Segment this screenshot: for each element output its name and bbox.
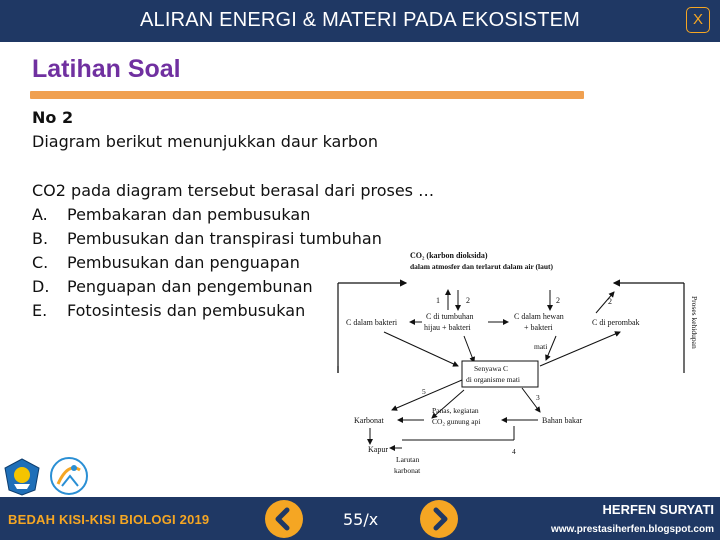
option-letter: E. — [32, 301, 48, 320]
question-number: No 2 — [32, 108, 74, 127]
label-mati: mati — [534, 342, 548, 351]
label-3: 3 — [536, 393, 540, 402]
option-c[interactable] — [32, 253, 300, 272]
node-karbonat: Karbonat — [354, 416, 384, 425]
proses-kehidupan-label: Proses kehidupan — [690, 296, 699, 349]
slide-title: ALIRAN ENERGI & MATERI PADA EKOSISTEM — [139, 9, 581, 31]
label-2: 2 — [466, 296, 470, 305]
option-letter: B. — [32, 229, 49, 248]
node-kapur: Kapur — [368, 445, 388, 454]
senyawa-label-2: di organisme mati — [466, 375, 521, 384]
prev-button[interactable] — [265, 500, 303, 538]
chevron-left-icon — [265, 500, 303, 538]
co2-sublabel: dalam atmosfer dan terlarut dalam air (laut) — [410, 262, 554, 271]
option-text: Pembusukan dan transpirasi tumbuhan — [67, 229, 382, 248]
option-text: Pembakaran dan pembusukan — [67, 205, 311, 224]
node-c-hewan-2: + bakteri — [524, 323, 553, 332]
option-e[interactable] — [32, 301, 305, 320]
node-c-perombak: C di perombak — [592, 318, 640, 327]
author-name: HERFEN SURYATI — [602, 502, 714, 517]
node-larutan-2: karbonat — [394, 466, 421, 475]
option-a[interactable] — [32, 205, 310, 224]
node-c-tumbuhan: C di tumbuhan — [426, 312, 474, 321]
page-number: 55/x — [343, 510, 379, 529]
tut-wuri-handayani-logo — [2, 458, 42, 496]
option-text: Penguapan dan pengembunan — [67, 277, 313, 296]
node-bahan-bakar: Bahan bakar — [542, 416, 583, 425]
label-panas: Panas, kegiatan — [432, 406, 479, 415]
footer-title: BEDAH KISI-KISI BIOLOGI 2019 — [8, 512, 210, 527]
option-b[interactable] — [32, 229, 382, 248]
label-5: 5 — [422, 387, 426, 396]
question-stem: CO2 pada diagram tersebut berasal dari proses … — [32, 181, 435, 200]
question-intro: Diagram berikut menunjukkan daur karbon — [32, 132, 379, 151]
label-4: 4 — [512, 447, 516, 456]
senyawa-label: Senyawa C — [474, 364, 508, 373]
option-text: Fotosintesis dan pembusukan — [67, 301, 306, 320]
website-link[interactable]: www.prestasiherfen.blogspot.com — [551, 524, 714, 535]
node-c-tumbuhan-2: hijau + bakteri — [424, 323, 471, 332]
co2-label: CO₂ (karbon dioksida) — [410, 251, 488, 260]
next-button[interactable] — [420, 500, 458, 538]
node-c-bakteri: C dalam bakteri — [346, 318, 398, 327]
option-letter: A. — [32, 205, 48, 224]
option-letter: D. — [32, 277, 50, 296]
label-1: 1 — [436, 296, 440, 305]
merdeka-belajar-logo — [48, 456, 90, 496]
option-letter: C. — [32, 253, 49, 272]
option-d[interactable] — [32, 277, 313, 296]
label-2b: 2 — [556, 296, 560, 305]
section-title: Latihan Soal — [32, 55, 181, 83]
close-button[interactable]: X — [686, 7, 710, 33]
node-c-hewan: C dalam hewan — [514, 312, 564, 321]
title-underline — [30, 91, 584, 99]
chevron-right-icon — [420, 500, 458, 538]
label-2c: 2 — [608, 297, 612, 306]
node-larutan: Larutan — [396, 455, 420, 464]
option-text: Pembusukan dan penguapan — [67, 253, 300, 272]
label-co2-gunung: CO₂ gunung api — [432, 417, 481, 426]
carbon-cycle-diagram — [324, 248, 704, 488]
